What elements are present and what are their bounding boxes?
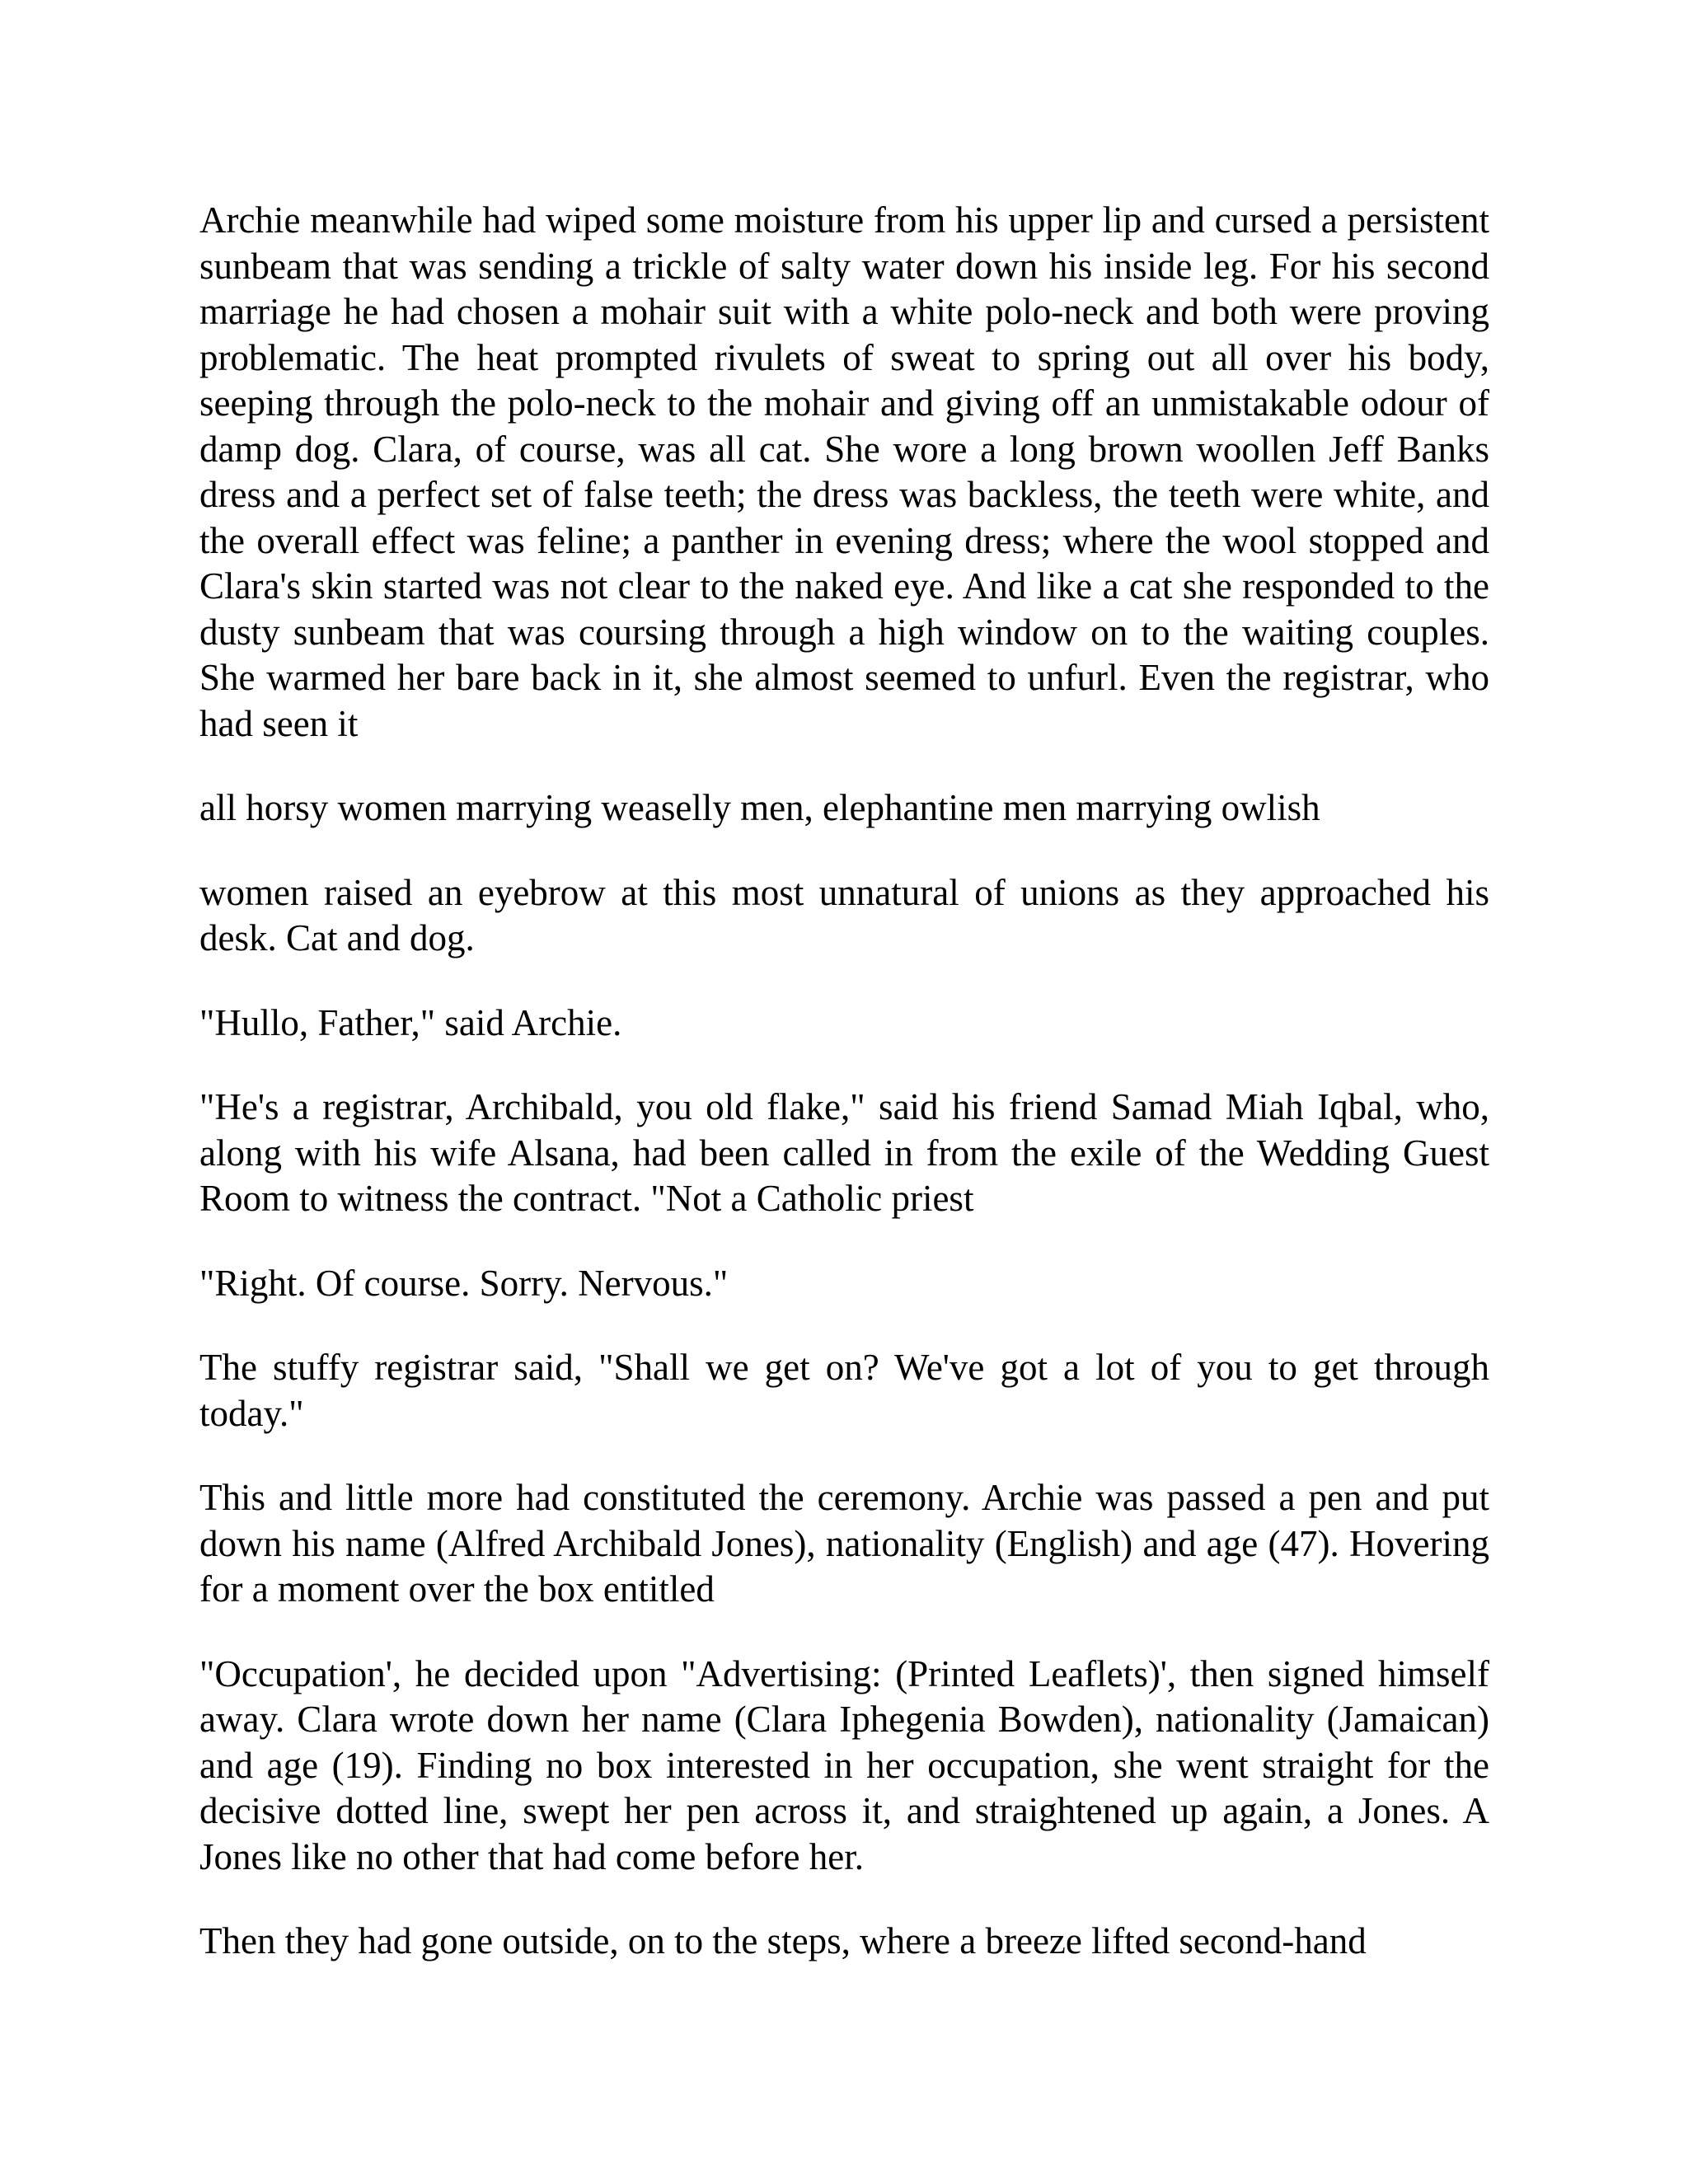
paragraph: all horsy women marrying weaselly men, elephantine men marrying owlish xyxy=(199,787,1320,828)
paragraph: "Hullo, Father," said Archie. xyxy=(199,1001,622,1043)
paragraph: Then they had gone outside, on to the steps, where a breeze lifted second-hand xyxy=(199,1920,1367,1961)
paragraph: Archie meanwhile had wiped some moisture from his upper lip and cursed a persistent sunbeam that was sending a trickle of salty water down his inside leg. For his second marriage he had chosen a mohair suit with a white polo-neck and both were proving problematic. The heat prompted rivulets of sweat to spring out all over his body, seeping through the polo-neck to the mohair and giving off an unmistakable odour of damp dog. Clara, of course, was all cat. She wore a long brown woollen Jeff Banks dress and a perfect set of false teeth; the dress was backless, the teeth were white, and the overall effect was feline; a panther in evening dress; where the wool stopped and Clara's skin started was not clear to the naked eye. And like a cat she responded to the dusty sunbeam that was coursing through a high window on to the waiting couples. She warmed her bare back in it, she almost seemed to unfurl. Even the registrar, who had seen it xyxy=(199,199,1489,744)
paragraph: The stuffy registrar said, "Shall we get on? We've got a lot of you to get through today." xyxy=(199,1347,1489,1434)
text-body xyxy=(199,198,1489,2004)
paragraph: women raised an eyebrow at this most unnatural of unions as they approached his desk. Cat and dog. xyxy=(199,871,1489,958)
paragraph: "He's a registrar, Archibald, you old flake," said his friend Samad Miah Iqbal, who, along with his wife Alsana, had been called in from the exile of the Wedding Guest Room to witness the contract. "Not a Catholic priest xyxy=(199,1086,1489,1219)
paragraph: This and little more had constituted the ceremony. Archie was passed a pen and put down his name (Alfred Archibald Jones), nationality (English) and age (47). Hovering for a moment over the box entitled xyxy=(199,1477,1489,1610)
paragraph: "Occupation', he decided upon "Advertising: (Printed Leaflets)', then signed himself away. Clara wrote down her name (Clara Iphegenia Bowden), nationality (Jamaican) and age (19). Finding no box interested in her occupation, she went straight for the decisive dotted line, swept her pen across it, and straightened up again, a Jones. A Jones like no other that had come before her. xyxy=(199,1652,1489,1877)
paragraph: "Right. Of course. Sorry. Nervous." xyxy=(199,1262,729,1304)
